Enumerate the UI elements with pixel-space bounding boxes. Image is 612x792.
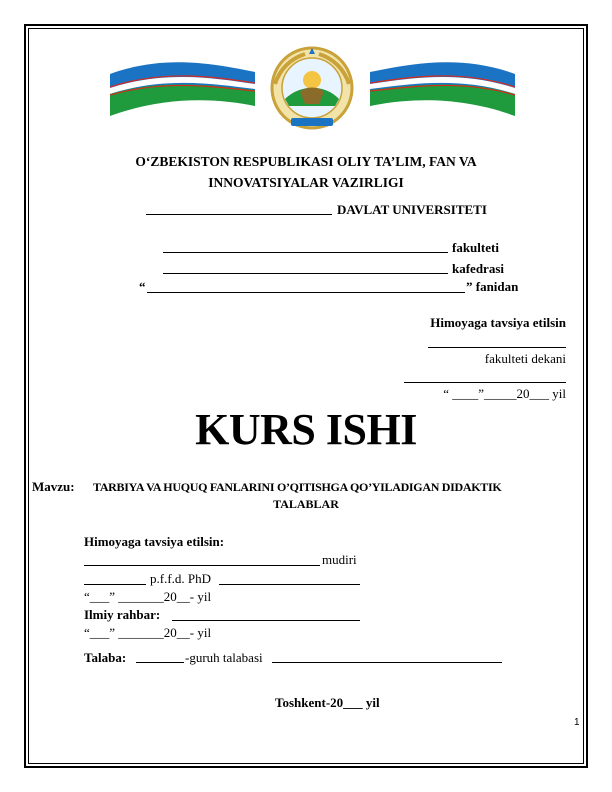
supervisor-label: Ilmiy rahbar: (84, 607, 161, 622)
dean-name-line (404, 382, 566, 383)
page-number: 1 (574, 717, 580, 728)
document-title: KURS ISHI (195, 405, 417, 454)
defense-title: Himoyaga tavsiya etilsin: (84, 534, 225, 549)
degree-name-line (219, 584, 360, 585)
approval-date: “ ____”_____20___ yil (443, 386, 566, 401)
dean-signature-line (428, 347, 566, 348)
topic-line2: TALABLAR (273, 497, 339, 511)
university-name-line (146, 214, 332, 215)
degree-label: p.f.f.d. PhD (150, 571, 212, 586)
student-group-line (136, 662, 184, 663)
student-group-label: -guruh talabasi (185, 650, 263, 665)
approval-title: Himoyaga tavsiya etilsin (430, 315, 566, 330)
defense-date2: “___” _______20__- yil (84, 625, 212, 640)
head-label: mudiri (322, 552, 357, 567)
university-label: DAVLAT UNIVERSITETI (337, 202, 487, 217)
ministry-title-line2: INNOVATSIYALAR VAZIRLIGI (208, 175, 404, 190)
department-label: kafedrasi (452, 261, 504, 276)
degree-prefix-line (84, 584, 146, 585)
head-name-line (84, 565, 320, 566)
defense-date1: “___” _______20__- yil (84, 589, 212, 604)
dean-label: fakulteti dekani (484, 351, 566, 366)
subject-open-quote: “ (139, 279, 146, 294)
city-year: Toshkent-20___ yil (275, 695, 380, 710)
topic-line1: TARBIYA VA HUQUQ FANLARINI O’QITISHGA QO’YILADIGAN DIDAKTIK (93, 480, 502, 494)
faculty-label: fakulteti (452, 240, 499, 255)
subject-label: ” fanidan (466, 279, 519, 294)
subject-line (147, 292, 465, 293)
department-line (163, 273, 448, 274)
faculty-line (163, 252, 448, 253)
ministry-title-line1: O‘ZBEKISTON RESPUBLIKASI OLIY TA’LIM, FAN VA (135, 154, 477, 169)
topic-label: Mavzu: (32, 479, 75, 494)
state-emblem-icon (105, 44, 520, 130)
student-name-line (272, 662, 502, 663)
supervisor-name-line (172, 620, 360, 621)
student-label: Talaba: (84, 650, 127, 665)
